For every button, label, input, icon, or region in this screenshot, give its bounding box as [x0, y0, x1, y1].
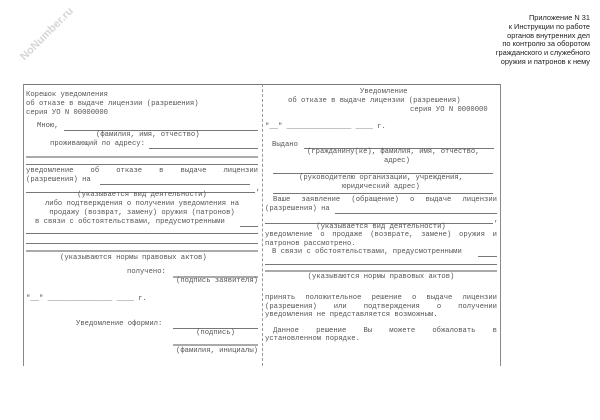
applicant-signature-hint: (подпись заявителя) [176, 277, 258, 285]
sale-text-2: патронов рассмотрено. [265, 240, 356, 248]
fio-hint: (фамилия, имя, отчество) [96, 131, 200, 139]
norms-hint: (указываются нормы правовых актов) [60, 254, 207, 262]
address-field[interactable] [149, 148, 258, 149]
header-line: к Инструкции по работе [508, 21, 590, 31]
appeal-text: Данное решение Вы можете обжаловать в [273, 327, 497, 335]
header-line: оружия и патронов к нему [500, 56, 590, 66]
prepared-name-field[interactable] [173, 344, 258, 346]
activity-hint-right: (указывается вид деятельности) [316, 223, 446, 231]
confirm-text-1: либо подтверждения о получении уведомления на [44, 200, 240, 208]
stub-title: Корешок уведомления [26, 91, 108, 99]
org-hint: (руководителю организации, учреждения, [299, 174, 463, 182]
stub-series: серия УО N 00000000 [26, 109, 108, 117]
norms-field-2[interactable] [26, 233, 258, 234]
norms-field-right[interactable] [478, 256, 497, 257]
cut-line [262, 84, 263, 366]
table-left-border [23, 84, 24, 366]
stub-date[interactable]: "__" _______________ ____ г. [26, 295, 147, 303]
table-right-border [500, 84, 501, 366]
confirm-text-2: продажу (возврат, замену) оружия (патронов) [49, 209, 235, 217]
norms-field-right-2[interactable] [265, 264, 497, 265]
citizen-hint-2: адрес) [384, 157, 410, 165]
address-field-2[interactable] [26, 156, 258, 158]
norms-hint-right: (указываются нормы правовых актов) [307, 273, 455, 281]
application-text: Ваше заявление (обращение) о выдаче лицензии [273, 196, 497, 204]
appeal-text-2: установленном порядке. [265, 335, 360, 343]
confirm-text-3: в связи с обстоятельствами, предусмотренными [35, 218, 225, 226]
activity-hint: (указывается вид деятельности) [77, 191, 207, 199]
norms-field-4[interactable] [26, 250, 258, 252]
activity-field-right[interactable] [335, 213, 497, 214]
sale-text: уведомление о продаже (возврате, замене) оружия и [265, 231, 497, 239]
issued-label: Выдано [272, 141, 298, 149]
notice-title: Уведомление [360, 88, 408, 96]
citizen-hint: (гражданину(ке), фамилия, имя, отчество, [307, 148, 480, 156]
prepared-by-label: Уведомление оформил: [76, 320, 163, 328]
notice-subtitle: об отказе в выдаче лицензии (разрешения) [288, 97, 461, 105]
notice-series: серия УО N 0000000 [410, 106, 488, 114]
norms-field-right-3[interactable] [265, 270, 497, 272]
activity-field[interactable] [100, 184, 250, 185]
appendix-header [450, 14, 590, 67]
decision-text: принять положительное решение о выдаче лицензии [265, 294, 497, 302]
divider [26, 164, 258, 165]
org-hint-2: юридический адрес) [342, 183, 420, 191]
signature-hint: (подпись) [196, 329, 235, 337]
address-label: проживающий по адресу: [50, 140, 145, 148]
header-line: по контролю за оборотом [502, 39, 590, 49]
norms-field[interactable] [240, 226, 258, 227]
norms-field-3[interactable] [26, 243, 258, 244]
circumstances-text: В связи с обстоятельствами, предусмотренными [272, 248, 462, 256]
issued-by-label: Мною, [37, 122, 59, 130]
received-label: получено: [127, 268, 166, 276]
notice-text-2: (разрешения) на [26, 176, 91, 184]
header-line: Приложение N 31 [528, 13, 590, 22]
application-text-2: (разрешения) на [265, 205, 330, 213]
watermark: NoNumber.ru [18, 5, 76, 63]
decision-text-2: (разрешения) или подтверждения о получении [265, 303, 497, 311]
name-hint: (фамилия, инициалы) [176, 347, 258, 355]
notice-text: уведомление об отказе в выдаче лицензии [26, 167, 258, 175]
notice-date[interactable]: "__" _______________ ____ г. [265, 123, 386, 131]
decision-text-3: уведомления не представляется возможным. [265, 311, 438, 319]
comma-right: , [494, 216, 499, 224]
comma: , [256, 185, 261, 193]
header-line: органов внутренних дел [507, 30, 590, 40]
org-field-2[interactable] [273, 193, 493, 194]
header-line: гражданского и служебного [495, 48, 590, 58]
stub-subtitle: об отказе в выдаче лицензии (разрешения) [26, 100, 199, 108]
